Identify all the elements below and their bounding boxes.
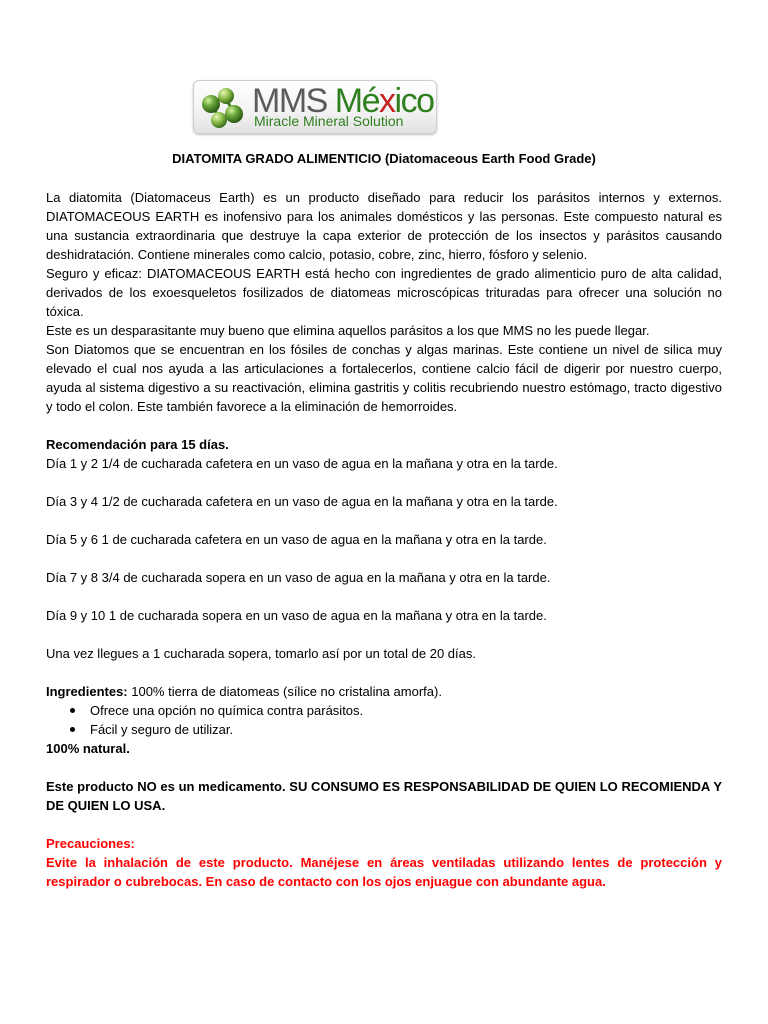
list-item: Fácil y seguro de utilizar. — [70, 720, 722, 739]
ingredients-label: Ingredientes: — [46, 684, 128, 699]
dosage-line: Día 1 y 2 1/4 de cucharada cafetera en un vaso de agua en la mañana y otra en la tarde. — [46, 456, 558, 471]
dosage-line: Día 5 y 6 1 de cucharada cafetera en un vaso de agua en la mañana y otra en la tarde. — [46, 532, 547, 547]
dosage-note: Una vez llegues a 1 cucharada sopera, tomarlo así por un total de 20 días. — [46, 646, 476, 661]
logo-brand-name: MMS México — [252, 82, 434, 120]
green-molecule-icon — [198, 83, 250, 131]
benefits-paragraph: Son Diatomos que se encuentran en los fósiles de conchas y algas marinas. Este contiene un nivel de silica muy elevado el cual nos ayuda a las articulaciones a fortalecerlos, contiene calcio fácil de digerir por nuestro cuerpo, ayuda al sistema digestivo a su reactivación, elimina gastritis y colitis recubriendo nuestro estómago, tracto digestivo y todo el colon. Este también favorece a la eliminación de hemorroides. — [46, 342, 722, 414]
precautions-text: Evite la inhalación de este producto. Manéjese en áreas ventiladas utilizando lentes de protección y respirador o cubrebocas. En caso de contacto con los ojos enjuague con abundante agua. — [46, 855, 722, 889]
safety-paragraph: Seguro y eficaz: DIATOMACEOUS EARTH está hecho con ingredientes de grado alimenticio puro de alta calidad, derivados de los exoesqueletos fosilizados de diatomeas microscópicas trituradas para ofrecer una solución no tóxica. — [46, 266, 722, 319]
intro-paragraph: La diatomita (Diatomaceus Earth) es un producto diseñado para reducir los parásitos internos y externos. DIATOMACEOUS EARTH es inofensivo para los animales domésticos y las personas. Este compuesto natural es una sustancia extraordinaria que destruye la capa exterior de protección de los insectos y parásitos causando deshidratación. Contiene minerales como calcio, potasio, cobre, zinc, hierro, fósforo y selenio. — [46, 190, 722, 262]
natural-label: 100% natural. — [46, 741, 130, 756]
ingredients-text: 100% tierra de diatomeas (sílice no cristalina amorfa). — [127, 684, 442, 699]
dewormer-paragraph: Este es un desparasitante muy bueno que elimina aquellos parásitos a los que MMS no les puede llegar. — [46, 323, 650, 338]
recommendation-heading: Recomendación para 15 días. — [46, 437, 229, 452]
dosage-line: Día 9 y 10 1 de cucharada sopera en un vaso de agua en la mañana y otra en la tarde. — [46, 608, 547, 623]
document-body — [46, 188, 722, 891]
document-title: DIATOMITA GRADO ALIMENTICIO (Diatomaceous Earth Food Grade) — [172, 151, 596, 166]
precautions-heading: Precauciones: — [46, 836, 135, 851]
logo-tagline: Miracle Mineral Solution — [254, 113, 404, 129]
dosage-line: Día 7 y 8 3/4 de cucharada sopera en un vaso de agua en la mañana y otra en la tarde. — [46, 570, 551, 585]
ingredients-line — [46, 682, 722, 701]
dosage-line: Día 3 y 4 1/2 de cucharada cafetera en un vaso de agua en la mañana y otra en la tarde. — [46, 494, 558, 509]
list-item: Ofrece una opción no química contra parásitos. — [70, 701, 722, 720]
benefits-list — [46, 701, 722, 739]
disclaimer: Este producto NO es un medicamento. SU CONSUMO ES RESPONSABILIDAD DE QUIEN LO RECOMIENDA Y DE QUIEN LO USA. — [46, 779, 722, 813]
mms-mexico-logo — [193, 80, 437, 134]
